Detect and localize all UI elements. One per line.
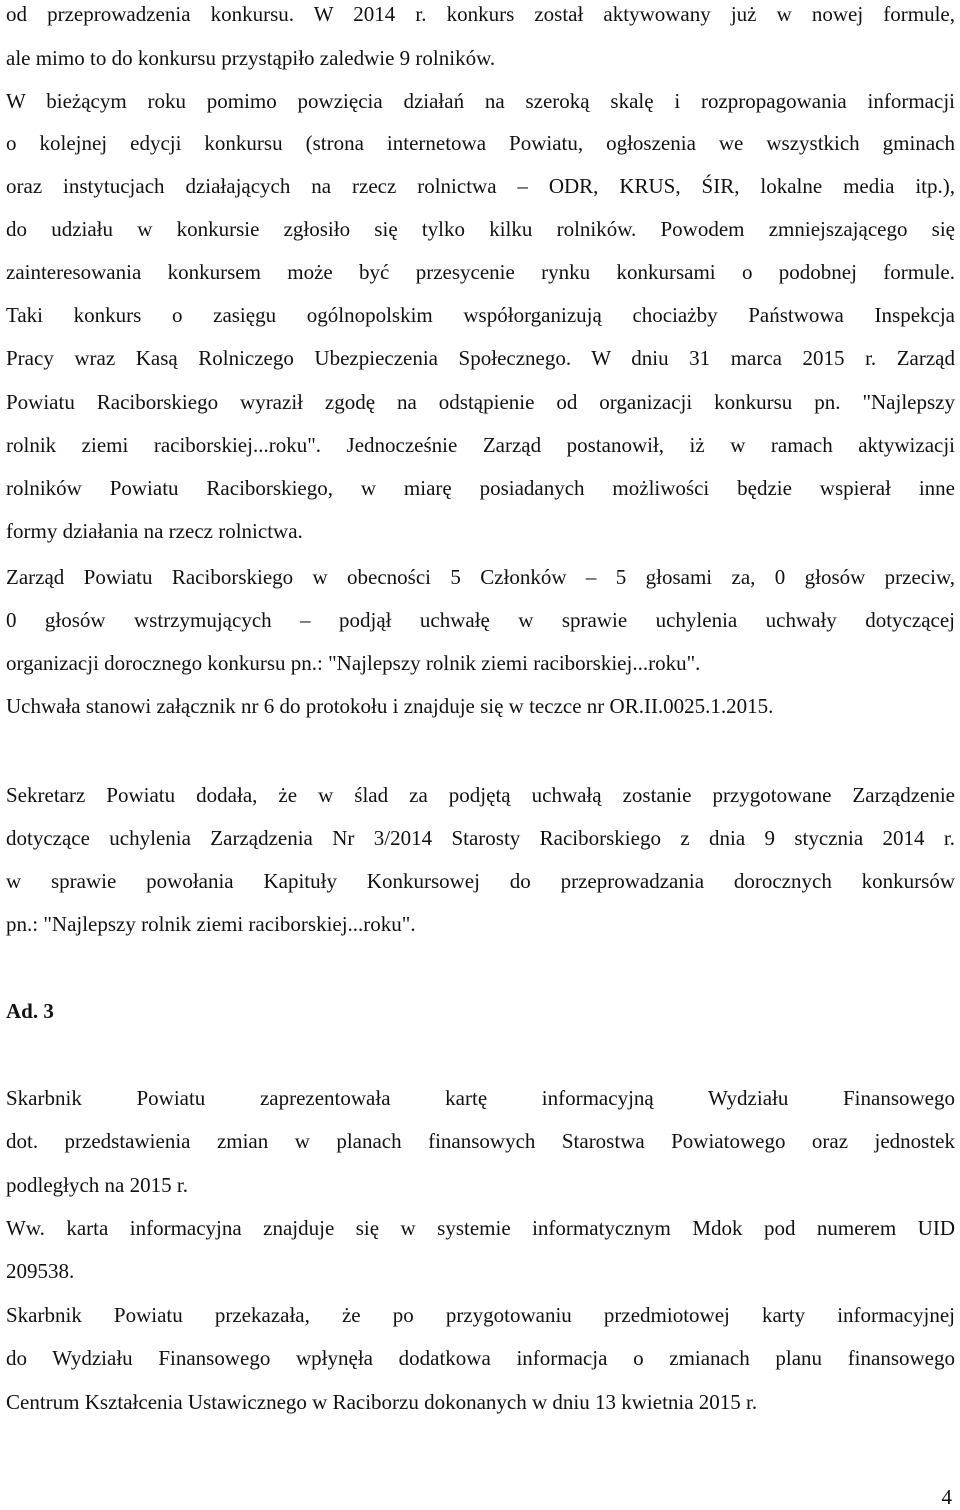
text-line: Skarbnik Powiatu zaprezentowała kartę informacyjną Wydziału Finansowego [6,1086,955,1110]
text-line: Pracy wraz Kasą Rolniczego Ubezpieczenia Społecznego. W dniu 31 marca 2015 r. Zarząd [6,346,955,370]
text-line: Centrum Kształcenia Ustawicznego w Raciborzu dokonanych w dniu 13 kwietnia 2015 r. [6,1390,758,1414]
text-line: Sekretarz Powiatu dodała, że w ślad za podjętą uchwałą zostanie przygotowane Zarządzenie [6,783,955,807]
text-line: podległych na 2015 r. [6,1173,188,1197]
text-line: pn.: "Najlepszy rolnik ziemi raciborskiej...roku". [6,912,416,936]
text-line: rolnik ziemi raciborskiej...roku". Jednocześnie Zarząd postanowił, iż w ramach aktywizacji [6,433,955,457]
text-line: dot. przedstawienia zmian w planach finansowych Starostwa Powiatowego oraz jednostek [6,1129,955,1153]
text-line: rolników Powiatu Raciborskiego, w miarę posiadanych możliwości będzie wspierał inne [6,476,955,500]
text-line: od przeprowadzenia konkursu. W 2014 r. konkurs został aktywowany już w nowej formule, [6,2,955,26]
text-line: Taki konkurs o zasięgu ogólnopolskim współorganizują chociażby Państwowa Inspekcja [6,303,955,327]
text-line: zainteresowania konkursem może być przesycenie rynku konkursami o podobnej formule. [6,260,955,284]
text-line: oraz instytucjach działających na rzecz rolnictwa – ODR, KRUS, ŚIR, lokalne media itp.), [6,174,955,198]
text-line: do udziału w konkursie zgłosiło się tylko kilku rolników. Powodem zmniejszającego się [6,217,955,241]
text-line: o kolejnej edycji konkursu (strona internetowa Powiatu, ogłoszenia we wszystkich gminach [6,131,955,155]
text-line: formy działania na rzecz rolnictwa. [6,519,303,543]
text-line: ale mimo to do konkursu przystąpiło zaledwie 9 rolników. [6,46,496,70]
text-line: 0 głosów wstrzymujących – podjął uchwałę w sprawie uchylenia uchwały dotyczącej [6,608,955,632]
text-line: organizacji dorocznego konkursu pn.: "Najlepszy rolnik ziemi raciborskiej...roku". [6,651,701,675]
text-line: w sprawie powołania Kapituły Konkursowej do przeprowadzania dorocznych konkursów [6,869,955,893]
text-line: Powiatu Raciborskiego wyraził zgodę na odstąpienie od organizacji konkursu pn. "Najlepszy [6,390,955,414]
text-line: dotyczące uchylenia Zarządzenia Nr 3/2014 Starosty Raciborskiego z dnia 9 stycznia 2014 r. [6,826,955,850]
text-line: Zarząd Powiatu Raciborskiego w obecności 5 Członków – 5 głosami za, 0 głosów przeciw, [6,565,955,589]
text-line: Ww. karta informacyjna znajduje się w systemie informatycznym Mdok pod numerem UID [6,1216,955,1240]
text-line: W bieżącym roku pomimo powzięcia działań na szeroką skalę i rozpropagowania informacji [6,89,955,113]
text-line: 209538. [6,1259,75,1283]
section-heading: Ad. 3 [6,999,54,1023]
page-number: 4 [941,1485,952,1509]
text-line: Uchwała stanowi załącznik nr 6 do protokołu i znajduje się w teczce nr OR.II.0025.1.2015. [6,694,774,718]
text-line: do Wydziału Finansowego wpłynęła dodatkowa informacja o zmianach planu finansowego [6,1346,955,1370]
text-line: Skarbnik Powiatu przekazała, że po przygotowaniu przedmiotowej karty informacyjnej [6,1303,955,1327]
